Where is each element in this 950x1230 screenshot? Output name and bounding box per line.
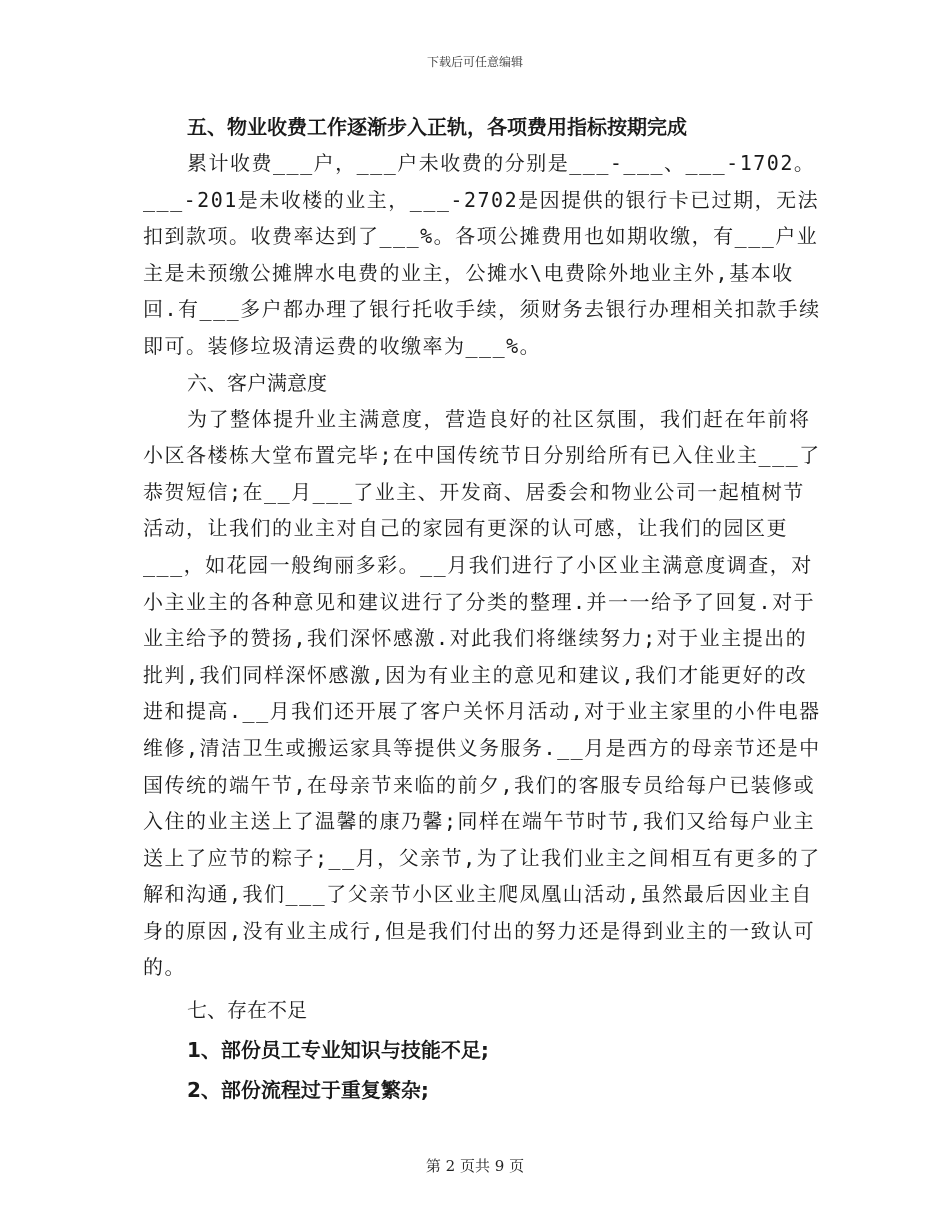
section-7-item-2: 2、部份流程过于重复繁杂; <box>187 1078 429 1103</box>
page-header: 下载后可任意编辑 <box>426 55 523 69</box>
section-6-heading: 六、客户满意度 <box>187 370 327 395</box>
section-7-heading: 七、存在不足 <box>187 998 307 1023</box>
section-5-body: 累计收费___户，___户未收费的分别是___-___、___-1702。___-201是未收楼的业主，___-2702是因提供的银行卡已过期，无法扣到款项。收费率达到了___%。各项公摊费用也如期收缴，有___户业主是未预缴公摊牌水电费的业主，公摊水\电费除外地业主外,基本收回.有___多户都办理了银行托收手续，须财务去银行办理相关扣款手续即可。装修垃圾清运费的收缴率为___%。 <box>143 151 821 358</box>
section-6-body: 为了整体提升业主满意度，营造良好的社区氛围，我们赶在年前将小区各楼栋大堂布置完毕;在中国传统节日分别给所有已入住业主___了恭贺短信;在__月___了业主、开发商、居委会和物业公司一起植树节活动，让我们的业主对自己的家园有更深的认可感，让我们的园区更___，如花园一般绚丽多彩。__月我们进行了小区业主满意度调查，对小主业主的各种意见和建议进行了分类的整理.并一一给予了回复.对于业主给予的赞扬,我们深怀感激.对此我们将继续努力;对于业主提出的批判,我们同样深怀感激,因为有业主的意见和建议,我们才能更好的改进和提高.__月我们还开展了客户关怀月活动,对于业主家里的小件电器维修,清洁卫生或搬运家具等提供义务服务.__月是西方的母亲节还是中国传统的端午节,在母亲节来临的前夕,我们的客服专员给每户已装修或入住的业主送上了温馨的康乃馨;同样在端午节时节,我们又给每户业主送上了应节的粽子;__月，父亲节,为了让我们业主之间相互有更多的了解和沟通,我们___了父亲节小区业主爬凤凰山活动,虽然最后因业主自身的原因,没有业主成行,但是我们付出的努力还是得到业主的一致认可的。 <box>143 406 821 980</box>
section-5-heading: 五、物业收费工作逐渐步入正轨，各项费用指标按期完成 <box>187 115 687 139</box>
page-footer: 第 2 页共 9 页 <box>425 1157 525 1175</box>
document-body <box>143 109 823 1110</box>
section-7-item-1: 1、部份员工专业知识与技能不足; <box>187 1038 489 1063</box>
